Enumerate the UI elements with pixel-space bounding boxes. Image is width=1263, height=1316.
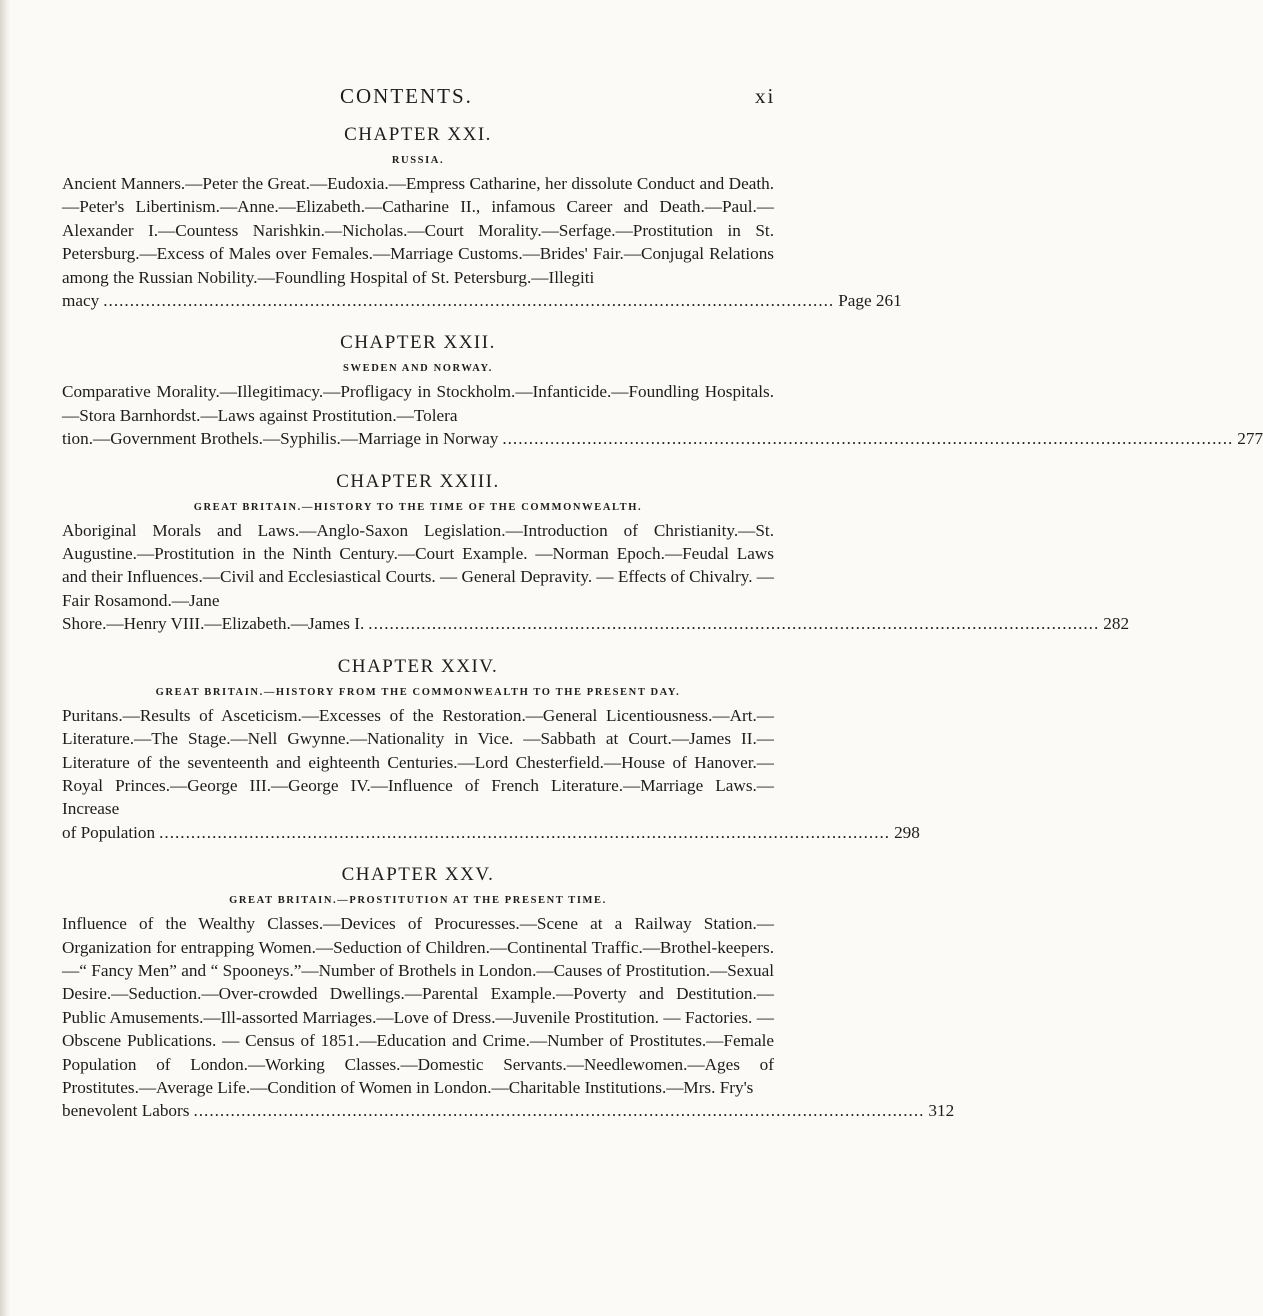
chapter-page-line <box>62 612 1130 635</box>
chapter-page-number: 298 <box>894 822 920 842</box>
dot-leader: .......................................................................................................................................... <box>103 291 835 311</box>
chapter-title: CHAPTER XXIII. <box>336 470 500 492</box>
chapter-subtitle: GREAT BRITAIN.—HISTORY TO THE TIME OF THE COMMONWEALTH. <box>193 501 643 513</box>
chapter-entry-xxi <box>62 123 902 312</box>
chapter-subtitle: GREAT BRITAIN.—HISTORY FROM THE COMMONWEALTH TO THE PRESENT DAY. <box>155 686 681 698</box>
chapter-summary: Comparative Morality.—Illegitimacy.—Profligacy in Stockholm.—Infanticide.—Foundling Hospitals.—Stora Barnhordst.—Laws against Prostitution.—Tolera <box>62 382 774 425</box>
chapter-summary-last-line: benevolent Labors <box>62 1101 190 1121</box>
chapter-entry-xxiv <box>62 655 920 844</box>
chapter-subtitle: GREAT BRITAIN.—PROSTITUTION AT THE PRESENT TIME. <box>229 895 607 907</box>
chapter-summary: Puritans.—Results of Asceticism.—Excesses of the Restoration.—General Licentiousness.—Art.—Literature.—The Stage.—Nell Gwynne.—Nationality in Vice. —Sabbath at Court.—James II.—Literature of the seventeenth and eighteenth Centuries.—Lord Chesterfield.—House of Hanover.—Royal Princes.—George III.—George IV.—Influence of French Literature.—Marriage Laws.—Increase <box>62 705 774 819</box>
running-head-page-number: xi <box>755 84 776 108</box>
chapter-page-number: Page 261 <box>838 291 902 311</box>
chapter-entry-xxv <box>62 863 955 1123</box>
chapter-summary-last-line: of Population <box>62 822 156 842</box>
chapter-summary: Influence of the Wealthy Classes.—Devices of Procuresses.—Scene at a Railway Station.—Organization for entrapping Women.—Seduction of Children.—Continental Traffic.—Brothel-keepers.—“ Fancy Men” and “ Spooneys.”—Number of Brothels in London.—Causes of Prostitution.—Sexual Desire.—Seduction.—Over-crowded Dwellings.—Parental Example.—Poverty and Destitution.—Public Amusements.—Ill-assorted Marriages.—Love of Dress.—Juvenile Prostitution. — Factories. — Obscene Publications. — Census of 1851.—Education and Crime.—Number of Prostitutes.—Female Population of London.—Working Classes.—Domestic Servants.—Needlewomen.—Ages of Prostitutes.—Average Life.—Condition of Women in London.—Charitable Institutions.—Mrs. Fry's <box>62 914 774 1097</box>
chapter-page-line <box>62 821 920 844</box>
running-head-title: CONTENTS. <box>340 84 473 108</box>
page-spine-shadow <box>0 0 10 1316</box>
chapter-entry-xxiii <box>62 470 1130 636</box>
contents-list <box>62 123 1263 1123</box>
chapter-entry-xxii <box>62 331 1263 450</box>
chapter-page-line <box>62 427 1263 450</box>
chapter-summary: Ancient Manners.—Peter the Great.—Eudoxia.—Empress Catharine, her dissolute Conduct and Death.—Peter's Libertinism.—Anne.—Elizabeth.—Catharine II., infamous Career and Death.—Paul.—Alexander I.—Countess Narishkin.—Nicholas.—Court Morality.—Serfage.—Prostitution in St. Petersburg.—Excess of Males over Females.—Marriage Customs.—Brides' Fair.—Conjugal Relations among the Russian Nobility.—Foundling Hospital of St. Petersburg.—Illegiti <box>62 174 774 287</box>
chapter-page-line <box>62 289 902 312</box>
chapter-subtitle: RUSSIA. <box>391 155 445 166</box>
chapter-title: CHAPTER XXIV. <box>337 655 499 677</box>
dot-leader: .......................................................................................................................................... <box>502 429 1234 449</box>
dot-leader: .......................................................................................................................................... <box>193 1101 925 1121</box>
chapter-page-line <box>62 1099 955 1122</box>
chapter-subtitle: SWEDEN AND NORWAY. <box>343 363 493 375</box>
chapter-title: CHAPTER XXII. <box>340 332 496 354</box>
chapter-summary-last-line: tion.—Government Brothels.—Syphilis.—Marriage in Norway <box>62 429 499 449</box>
chapter-title: CHAPTER XXI. <box>344 124 492 145</box>
chapter-title: CHAPTER XXV. <box>341 864 495 886</box>
chapter-summary: Aboriginal Morals and Laws.—Anglo-Saxon Legislation.—Introduction of Christianity.—St. Augustine.—Prostitution in the Ninth Century.—Court Example. —Norman Epoch.—Feudal Laws and their Influences.—Civil and Ecclesiastical Courts. — General Depravity. — Effects of Chivalry. — Fair Rosamond.—Jane <box>62 520 774 610</box>
chapter-page-number: 277 <box>1237 429 1263 449</box>
chapter-summary-last-line: macy <box>62 291 100 311</box>
chapter-page-number: 282 <box>1103 614 1130 634</box>
chapter-summary-last-line: Shore.—Henry VIII.—Elizabeth.—James I. <box>62 614 365 634</box>
dot-leader: .......................................................................................................................................... <box>368 614 1100 634</box>
chapter-page-number: 312 <box>928 1101 955 1121</box>
dot-leader: .......................................................................................................................................... <box>159 822 891 842</box>
